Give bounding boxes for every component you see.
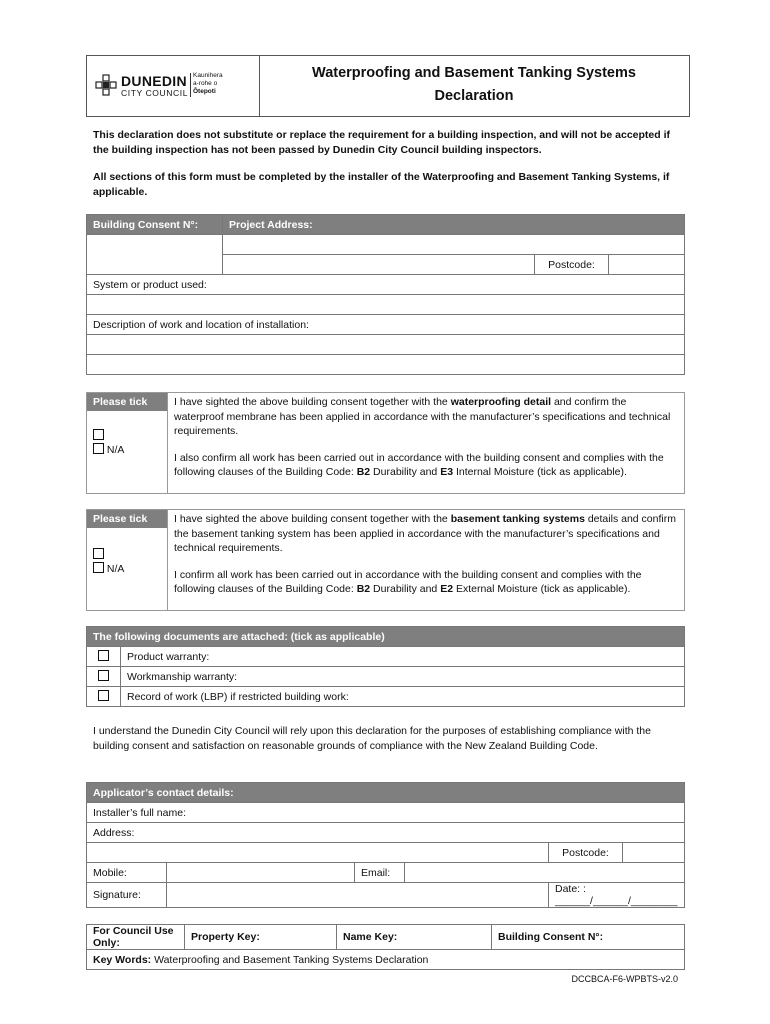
consent-number-label: Building Consent N°: — [87, 215, 223, 235]
email-label: Email: — [355, 863, 405, 883]
date-field[interactable]: Date: : ______/______/________ — [549, 883, 685, 908]
project-address-label: Project Address: — [223, 215, 685, 235]
address-field-2[interactable] — [87, 843, 549, 863]
council-use-table — [86, 924, 685, 970]
table-row — [87, 687, 685, 707]
table-row — [87, 667, 685, 687]
description-field-2[interactable] — [87, 355, 685, 375]
logo-maori: Kaunihera a-rohe o Ōtepoti — [193, 72, 223, 95]
description-label: Description of work and location of installation: — [87, 315, 685, 335]
intro-paragraph-1: This declaration does not substitute or replace the requirement for a building inspection, and will not be accepted if the building inspection has not been passed by Dunedin City Council building inspectors. — [93, 129, 670, 156]
signature-field[interactable] — [167, 883, 549, 908]
contact-table — [86, 782, 685, 908]
record-of-work-checkbox[interactable] — [87, 687, 121, 707]
understanding-paragraph: I understand the Dunedin City Council will rely upon this declaration for the purposes of establishing compliance with the building consent and satisfaction on reasonable grounds of compliance with the New Zealand Building Code. — [93, 725, 651, 752]
tanking-statement: I have sighted the above building consent together with the basement tanking systems details and confirm the basement tanking system has been applied in accordance with the manufacturer’s specifications and technical requirements. I confirm all work has been carried out in accordance with the building consent and complies with the following clauses of the Building Code: B2 Durability and E2 External Moisture (tick as applicable). — [174, 513, 676, 596]
waterproofing-statement: I have sighted the above building consent together with the waterproofing detail and confirm the waterproof membrane has been applied in accordance with the manufacturer’s specifications and technical requirements. I also confirm all work has been carried out in accordance with the building consent and complies with the following clauses of the Building Code: B2 Durability and E3 Internal Moisture (tick as applicable). — [174, 396, 671, 479]
waterproofing-checkbox[interactable] — [93, 429, 104, 442]
description-field-1[interactable] — [87, 335, 685, 355]
table-row — [87, 647, 685, 667]
project-address-field-2[interactable] — [223, 255, 535, 275]
logo-sub: CITY COUNCIL — [121, 88, 189, 98]
form-title: Waterproofing and Basement Tanking Systems Declaration — [312, 65, 636, 104]
contact-postcode-field[interactable] — [623, 843, 685, 863]
contact-header: Applicator’s contact details: — [87, 783, 685, 803]
waterproofing-please-tick: Please tick — [87, 393, 167, 411]
installer-name-label: Installer’s full name: — [93, 806, 186, 819]
project-details-table — [86, 214, 685, 375]
intro-paragraph-2: All sections of this form must be completed by the installer of the Waterproofing and Basement Tanking Systems, if applicable. — [93, 171, 670, 198]
documents-table — [86, 626, 685, 707]
system-field[interactable] — [87, 295, 685, 315]
postcode-label: Postcode: — [535, 255, 609, 275]
postcode-field[interactable] — [609, 255, 685, 275]
property-key-field[interactable]: Property Key: — [185, 925, 337, 950]
form-header — [86, 55, 690, 117]
tanking-na-option[interactable]: N/A — [93, 562, 124, 575]
installer-name-field[interactable] — [87, 803, 685, 823]
name-key-field[interactable]: Name Key: — [337, 925, 492, 950]
logo-name: DUNEDIN — [121, 73, 187, 89]
council-consent-field[interactable]: Building Consent N°: — [492, 925, 685, 950]
tanking-please-tick: Please tick — [87, 510, 167, 528]
council-use-label: For Council Use Only: — [87, 925, 185, 950]
contact-postcode-label: Postcode: — [549, 843, 623, 863]
keywords: Key Words: Waterproofing and Basement Tanking Systems Declaration — [87, 950, 685, 970]
signature-label: Signature: — [87, 883, 167, 908]
dunedin-crest-icon — [95, 74, 117, 96]
workmanship-warranty-checkbox[interactable] — [87, 667, 121, 687]
product-warranty-label: Product warranty: — [121, 647, 685, 667]
consent-number-field[interactable] — [87, 235, 223, 275]
record-of-work-label: Record of work (LBP) if restricted building work: — [121, 687, 685, 707]
mobile-label: Mobile: — [87, 863, 167, 883]
form-code: DCCBCA-F6-WPBTS-v2.0 — [571, 974, 678, 984]
waterproofing-section — [86, 392, 685, 494]
system-label: System or product used: — [87, 275, 685, 295]
project-address-field[interactable] — [223, 235, 685, 255]
address-field[interactable] — [87, 823, 685, 843]
council-logo — [87, 56, 260, 116]
tanking-checkbox[interactable] — [93, 548, 104, 561]
mobile-field[interactable] — [167, 863, 355, 883]
workmanship-warranty-label: Workmanship warranty: — [121, 667, 685, 687]
documents-header: The following documents are attached: (tick as applicable) — [87, 627, 685, 647]
product-warranty-checkbox[interactable] — [87, 647, 121, 667]
tanking-section — [86, 509, 685, 611]
address-label: Address: — [93, 826, 135, 839]
waterproofing-na-option[interactable]: N/A — [93, 443, 124, 456]
email-field[interactable] — [405, 863, 685, 883]
